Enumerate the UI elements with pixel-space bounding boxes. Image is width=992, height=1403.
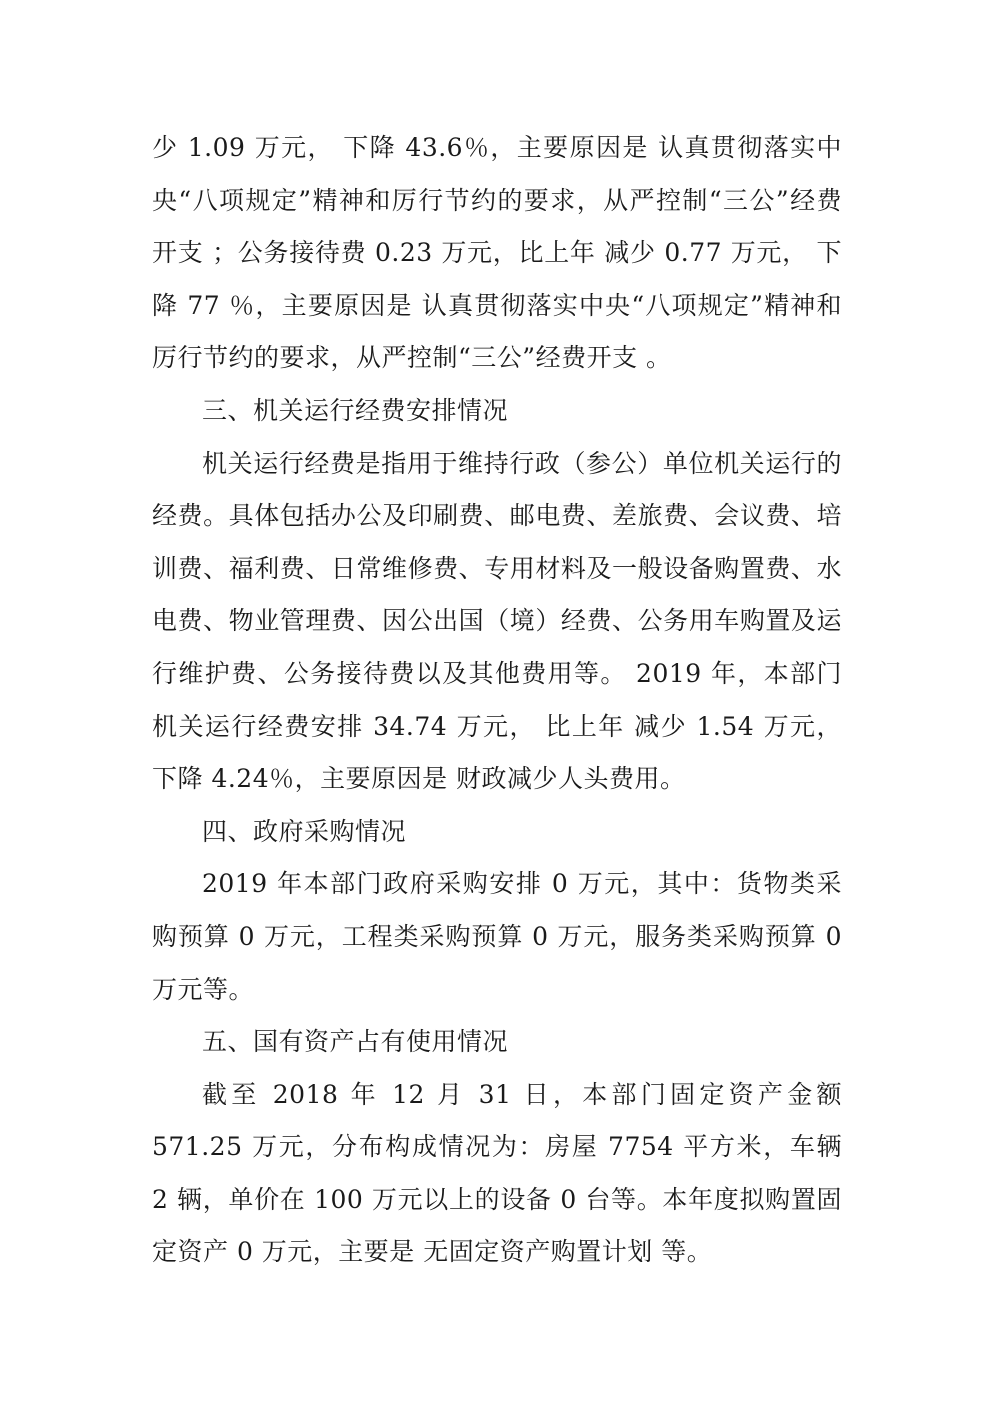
paragraph-three-public-expenses-continued: 少 1.09 万元， 下降 43.6％，主要原因是 认真贯彻落实中央“八项规定”精神和厉行节约的要求，从严控制“三公”经费开支 ；公务接待费 0.23 万元，比上年 减少 0.77 万元， 下降 77 ％，主要原因是 认真贯彻落实中央“八项规定”精神和厉行节约的要求，从严控制“三公”经费开支 。 [152,133,842,373]
paragraph-office-operating-expenses: 机关运行经费是指用于维持行政（参公）单位机关运行的经费。具体包括办公及印刷费、邮电费、差旅费、会议费、培训费、福利费、日常维修费、专用材料及一般设备购置费、水电费、物业管理费、因公出国（境）经费、公务用车购置及运行维护费、公务接待费以及其他费用等。 2019 年，本部门机关运行经费安排 34.74 万元， 比上年 减少 1.54 万元， 下降 4.24％，主要原因是 财政减少人头费用。 [152,448,842,794]
paragraph-state-assets: 截至 2018 年 12 月 31 日，本部门固定资产金额 571.25 万元，分布构成情况为：房屋 7754 平方米，车辆 2 辆，单价在 100 万元以上的设备 0 台等。本年度拟购置固定资产 0 万元，主要是 无固定资产购置计划 等。 [152,1079,842,1267]
document-body [152,122,842,1279]
section-heading-office-operating-expenses: 三、机关运行经费安排情况 [202,395,509,425]
section-heading-state-assets: 五、国有资产占有使用情况 [202,1027,509,1057]
paragraph-government-procurement: 2019 年本部门政府采购安排 0 万元，其中：货物类采购预算 0 万元，工程类采购预算 0 万元，服务类采购预算 0 万元等。 [152,869,842,1004]
section-heading-government-procurement: 四、政府采购情况 [202,816,407,846]
